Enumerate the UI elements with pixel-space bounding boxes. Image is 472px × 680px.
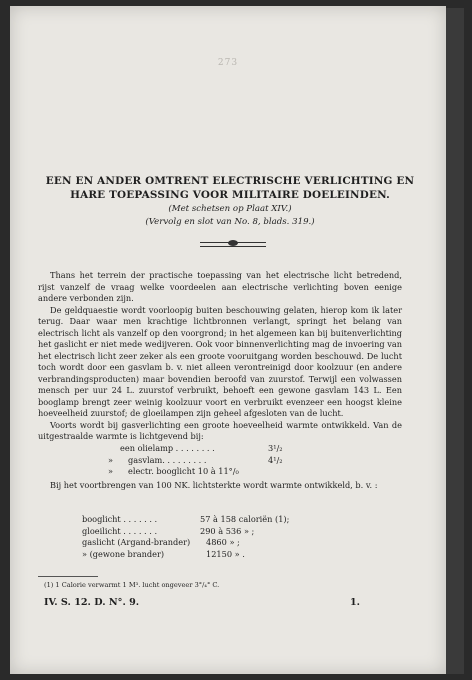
calorie-label: gaslicht (Argand-brander) (82, 537, 191, 547)
paragraph-intro: Thans het terrein der practische toepassing van het electrische licht betredend, rijst vanzelf de vraag welke voordeelen aan electrische verlichting boven eenige andere verbonden zijn. (38, 270, 402, 303)
book-page (10, 6, 446, 674)
heat-value: 4¹/₂ (268, 454, 283, 465)
heat-label: electr. booglicht 10 à 11°/₀ (128, 466, 239, 476)
gathering-number: 1. (350, 597, 361, 608)
calorie-label: booglicht . . . . . . . (82, 514, 158, 524)
subtitle-plates: (Met schetsen op Plaat XIV.) (168, 204, 292, 214)
calorie-label: gloeilicht . . . . . . . (82, 525, 158, 536)
calorie-value: 57 à 158 caloriën (1); (200, 514, 290, 524)
article-body-continued (38, 480, 402, 492)
title-line-1: EEN EN ANDER OMTRENT ELECTRISCHE VERLICHTING EN (45, 175, 415, 187)
heat-row (108, 443, 308, 455)
heat-label: gasvlam. . . . . . . . . (128, 454, 207, 465)
ornament-divider (200, 242, 266, 247)
heat-row (108, 455, 308, 467)
page-number: 273 (217, 58, 239, 68)
calorie-row (82, 526, 382, 538)
heat-value: 3¹/₂ (268, 443, 283, 453)
calorie-value: 4860 » ; (206, 537, 240, 547)
paragraph-main: De geldquaestie wordt voorloopig buiten beschouwing gelaten, hierop kom ik later terug. Daar waar men krachtige lichtbronnen verlangt, springt het belang van electrisch licht als vanzelf op den voorgrond; in het algemeen kan bij buitenverlichting het gaslicht er niet mede wedijveren. Ook voor binnenverlichting mag de invoering van het electrisch licht zeer zeker als een groote vooruitgang worden beschouwd. De lucht toch wordt door een gasvlam b. v. niet alleen verontreinigd door koolzuur (en andere verbrandingsproducten) maar bovendien beroofd van zuurstof. Terwijl een volwassen mensch per uur 24 L. zuurstof verbruikt, behoeft een gewone gasvlam 143 L. Een booglamp brengt zeer weinig koolzuur voort en verbruikt evenzeer een hoogst kleine hoeveelheid zuurstof; de gloeilampen zijn geheel afgesloten van de lucht. (38, 304, 402, 418)
calorie-table (82, 514, 382, 560)
footnote-rule (38, 576, 98, 577)
subtitle-continuation: (Vervolg en slot van No. 8, blads. 319.) (145, 217, 315, 227)
footnote: (1) 1 Calorie verwarmt 1 M³. lucht ongeveer 3°/₄° C. (44, 581, 220, 589)
heat-prefix: » (108, 466, 114, 476)
title-line-2: HARE TOEPASSING VOOR MILITAIRE DOELEINDEN. (70, 189, 390, 201)
paragraph-heat: Voorts wordt bij gasverlichting een groote hoeveelheid warmte ontwikkeld. Van de uitgestraalde warmte is lichtgevend bij: (38, 419, 402, 441)
signature-mark: IV. S. 12. D. N°. 9. (44, 597, 140, 608)
heat-prefix: » (108, 454, 114, 465)
calorie-row (82, 549, 382, 561)
calorie-value: 290 à 536 » ; (200, 525, 255, 536)
book-spine (446, 8, 464, 674)
calorie-row (82, 514, 382, 526)
heat-label: een olielamp . . . . . . . . (120, 443, 215, 453)
paragraph-calories: Bij het voortbrengen van 100 NK. lichtsterkte wordt warmte ontwikkeld, b. v. : (50, 480, 378, 490)
heat-row (108, 466, 308, 478)
heat-table (108, 443, 308, 478)
article-body (38, 270, 402, 443)
calorie-row (82, 537, 382, 549)
calorie-label: » (gewone brander) (82, 548, 165, 559)
calorie-value: 12150 » . (206, 548, 245, 559)
